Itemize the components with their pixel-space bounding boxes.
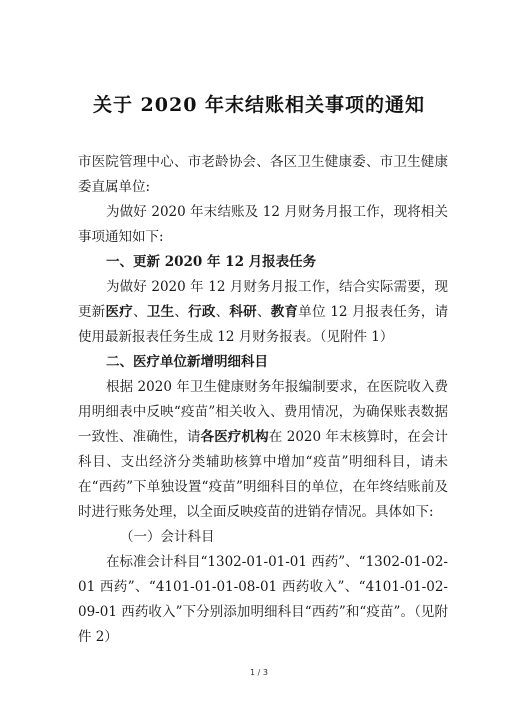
document-body [78,150,448,650]
separator: 、 [174,304,189,320]
subsection1-heading: （一）会计科目 [120,529,215,545]
bold-item-research: 科研 [229,304,257,320]
bold-item-medical: 医疗 [105,304,134,320]
section2-text-before: 根据 2020 年卫生健康财务年报编制要求，在医院收入费用明细表中反映“疫苗”相关收入、费用情况，为确保账表数据一致性、准确性，请 [78,379,448,445]
page-number: 1 / 3 [250,668,268,677]
bold-item-health: 卫生 [146,304,175,320]
separator: 、 [133,304,147,320]
bold-item-admin: 行政 [188,304,216,320]
section2-paragraph [78,375,448,525]
section2-text-after: 在 2020 年末核算时，在会计科目、支出经济分类辅助核算中增加“疫苗”明细科目，请未在“西药”下单独设置“疫苗”明细科目的单位，在年终结账前及时进行账务处理，以全面反映疫苗的进销存情况。具体如下: [78,429,448,520]
section1-text-before: 为做好 2020 年 12 月财务月报工作，结合实际需要，现更新 [78,279,448,320]
recipients-paragraph: 市医院管理中心、市老龄协会、各区卫生健康委、市卫生健康委直属单位: [78,154,448,195]
section2-heading: 二、医疗单位新增明细科目 [106,354,268,370]
separator: 、 [256,304,271,320]
separator: 、 [215,304,230,320]
section1-heading: 一、更新 2020 年 12 月报表任务 [106,254,317,270]
document-title: 关于 2020 年末结账相关事项的通知 [92,94,426,116]
subsection1-paragraph: 在标准会计科目“1302-01-01-01 西药”、“1302-01-02-01 西药”、“4101-01-01-08-01 西药收入”、“4101-01-02-09-01 西药收入”下分别添加明细科目“西药”和“疫苗”。（见附件 2） [78,554,448,645]
section1-paragraph [78,275,448,350]
bold-item-education: 教育 [270,304,299,320]
section2-bold-text: 各医疗机构 [200,429,269,445]
intro-paragraph: 为做好 2020 年末结账及 12 月财务月报工作，现将相关事项通知如下: [78,204,448,245]
section1-text-after: 单位 12 月报表任务，请使用最新报表任务生成 12 月财务报表。（见附件 1） [78,304,449,345]
